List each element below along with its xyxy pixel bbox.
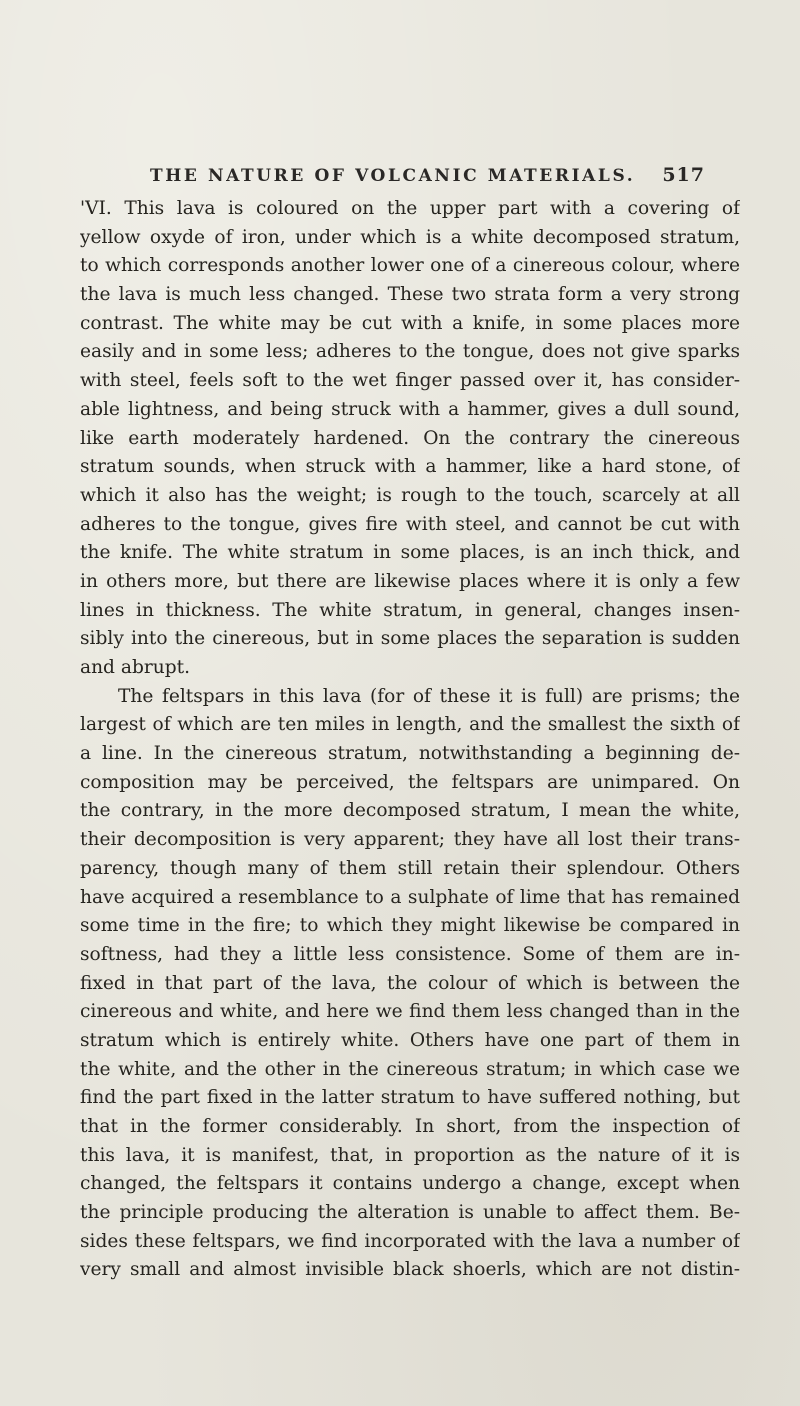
text-line: parency, though many of them still retain their splendour. Others — [80, 857, 740, 879]
text-line: lines in thickness. The white stratum, in general, changes insen- — [80, 599, 740, 621]
text-line: the knife. The white stratum in some places, is an inch thick, and — [80, 542, 740, 564]
text-line: a line. In the cinereous stratum, notwithstanding a beginning de- — [80, 743, 740, 765]
text-line: that in the former considerably. In short, from the inspection of — [80, 1116, 740, 1137]
running-head — [0, 166, 800, 196]
text-line: the principle producing the alteration is unable to affect them. Be- — [80, 1202, 740, 1224]
text-line: sibly into the cinereous, but in some places the separation is sudden — [80, 628, 740, 650]
text-line: have acquired a resemblance to a sulphate of lime that has remained — [80, 886, 740, 908]
text-line: with steel, feels soft to the wet finger passed over it, has consider- — [80, 370, 740, 392]
text-line: changed, the feltspars it contains undergo a change, except when — [80, 1173, 740, 1195]
text-line: and abrupt. — [80, 657, 191, 678]
text-line: cinereous and white, and here we find them less changed than in the — [80, 1001, 740, 1023]
text-line: sides these feltspars, we find incorporated with the lava a number of — [80, 1230, 740, 1252]
text-line: adheres to the tongue, gives fire with steel, and cannot be cut with — [80, 513, 740, 535]
text-line: easily and in some less; adheres to the tongue, does not give sparks — [80, 341, 740, 363]
text-line: to which corresponds another lower one of a cinereous colour, where — [80, 255, 740, 277]
text-line: 'VI. This lava is coloured on the upper part with a covering of — [80, 198, 740, 219]
text-line: their decomposition is very apparent; they have all lost their trans- — [80, 829, 740, 851]
text-line: like earth moderately hardened. On the contrary the cinereous — [80, 427, 740, 449]
text-line: this lava, it is manifest, that, in proportion as the nature of it is — [80, 1144, 740, 1166]
paragraph-first-line: The feltspars in this lava (for of these it is full) are prisms; the — [118, 685, 740, 707]
text-line: yellow oxyde of iron, under which is a white decomposed stratum, — [80, 226, 740, 248]
text-line: stratum which is entirely white. Others have one part of them in — [80, 1029, 740, 1051]
text-line: very small and almost invisible black shoerls, which are not distin- — [80, 1259, 740, 1281]
text-line: in others more, but there are likewise places where it is only a few — [80, 570, 740, 592]
text-line: composition may be perceived, the feltspars are unimpared. On — [80, 771, 740, 793]
text-line: stratum sounds, when struck with a hammer, like a hard stone, of — [80, 456, 740, 478]
text-line: the contrary, in the more decomposed stratum, I mean the white, — [80, 800, 740, 822]
text-line: contrast. The white may be cut with a knife, in some places more — [80, 312, 740, 334]
text-line: fixed in that part of the lava, the colour of which is between the — [80, 972, 740, 994]
text-line: some time in the fire; to which they might likewise be compared in — [80, 915, 740, 937]
text-line: largest of which are ten miles in length, and the smallest the sixth of — [80, 714, 740, 736]
text-line: softness, had they a little less consistence. Some of them are in- — [80, 943, 740, 965]
text-line: find the part fixed in the latter stratum to have suffered nothing, but — [80, 1087, 740, 1109]
text-line: the lava is much less changed. These two strata form a very strong — [80, 284, 740, 306]
text-line: which it also has the weight; is rough to the touch, scarcely at all — [80, 484, 740, 506]
text-line: able lightness, and being struck with a hammer, gives a dull sound, — [80, 398, 740, 420]
page-number: 517 — [662, 164, 705, 186]
running-title: THE NATURE OF VOLCANIC MATERIALS. — [150, 166, 636, 186]
body-text — [80, 195, 740, 1285]
text-line: the white, and the other in the cinereous stratum; in which case we — [80, 1058, 740, 1080]
